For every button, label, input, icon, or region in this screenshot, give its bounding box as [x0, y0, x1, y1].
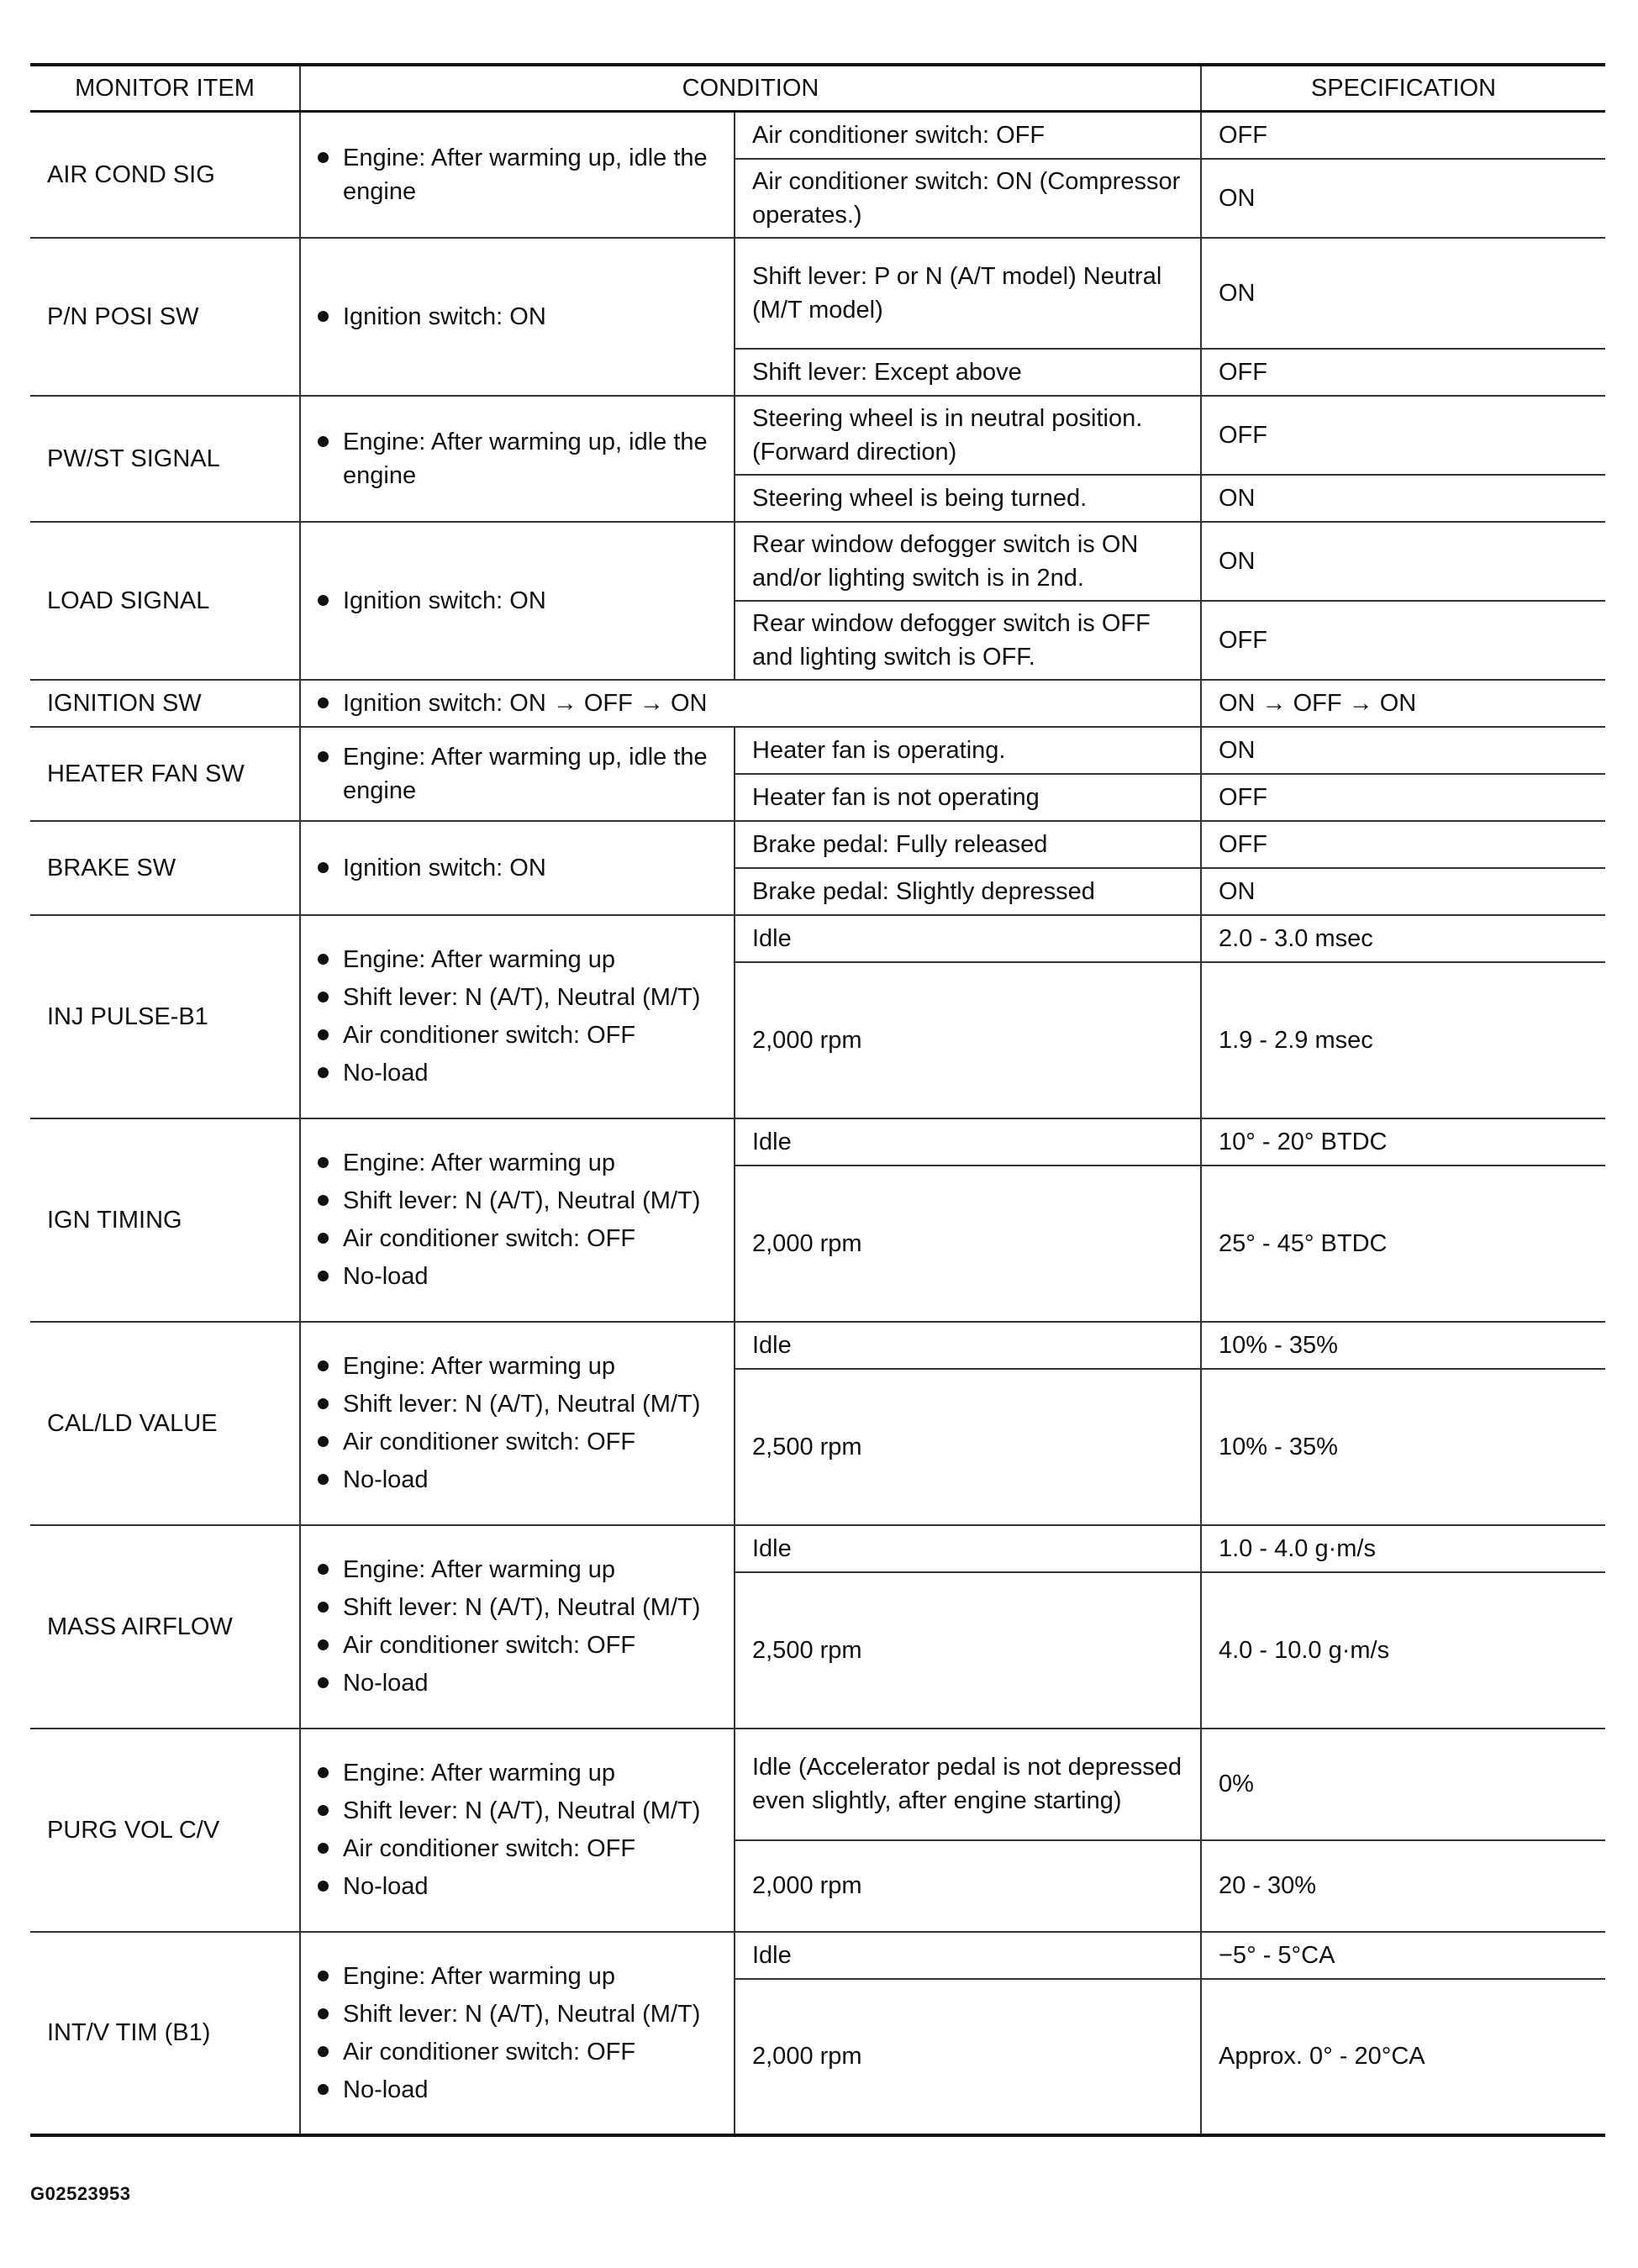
monitor-item: PURG VOL C/V: [30, 1729, 300, 1932]
specification-value: 2.0 - 3.0 msec: [1201, 915, 1605, 962]
condition-list: [318, 1350, 717, 1497]
sub-condition: Idle: [735, 1932, 1201, 1979]
condition-cell: [300, 680, 1201, 727]
table-row: [30, 1729, 1605, 1840]
condition-list: [318, 687, 1183, 720]
monitor-item: MASS AIRFLOW: [30, 1525, 300, 1729]
figure-id: G02523953: [30, 2183, 131, 2204]
monitor-item: HEATER FAN SW: [30, 727, 300, 821]
monitor-item: INT/V TIM (B1): [30, 1932, 300, 2135]
monitor-item: LOAD SIGNAL: [30, 522, 300, 680]
monitor-item: BRAKE SW: [30, 821, 300, 915]
sub-condition: 2,000 rpm: [735, 1840, 1201, 1932]
condition-bullet: Air conditioner switch: OFF: [318, 1425, 717, 1459]
condition-list: [318, 1146, 717, 1293]
condition-bullet: Shift lever: N (A/T), Neutral (M/T): [318, 1591, 717, 1624]
condition-list: [318, 425, 717, 492]
condition-list: [318, 141, 717, 208]
condition-bullet: Engine: After warming up, idle the engine: [318, 740, 717, 808]
table-row: [30, 112, 1605, 159]
condition-bullet: Ignition switch: ON: [318, 584, 717, 618]
table-row: [30, 238, 1605, 349]
table-row: [30, 1932, 1605, 1979]
specification-value: ON: [1201, 475, 1605, 522]
sub-condition: Idle: [735, 1322, 1201, 1369]
sub-condition: Idle: [735, 915, 1201, 962]
sub-condition: Rear window defogger switch is OFF and lighting switch is OFF.: [735, 601, 1201, 680]
table-row: [30, 1525, 1605, 1572]
condition-bullet: Ignition switch: ON: [318, 300, 717, 334]
table-row: [30, 680, 1605, 727]
monitor-item: INJ PULSE-B1: [30, 915, 300, 1118]
sub-condition: Air conditioner switch: OFF: [735, 112, 1201, 159]
condition-cell: [300, 238, 735, 396]
condition-bullet: Air conditioner switch: OFF: [318, 1629, 717, 1662]
sub-condition: Heater fan is operating.: [735, 727, 1201, 774]
specification-value: ON: [1201, 159, 1605, 238]
sub-condition: Rear window defogger switch is ON and/or lighting switch is in 2nd.: [735, 522, 1201, 601]
condition-list: [318, 1756, 717, 1903]
condition-bullet: Air conditioner switch: OFF: [318, 1832, 717, 1865]
condition-cell: [300, 1322, 735, 1525]
condition-bullet: No-load: [318, 1870, 717, 1903]
condition-bullet: Engine: After warming up: [318, 1553, 717, 1587]
monitor-spec-table: [30, 63, 1605, 2137]
header-condition: CONDITION: [300, 65, 1201, 112]
specification-value: 0%: [1201, 1729, 1605, 1840]
specification-value: 4.0 - 10.0 g·m/s: [1201, 1572, 1605, 1729]
sub-condition: Steering wheel is in neutral position. (Forward direction): [735, 396, 1201, 475]
sub-condition: Brake pedal: Fully released: [735, 821, 1201, 868]
condition-bullet: Engine: After warming up: [318, 1960, 717, 1993]
condition-bullet: No-load: [318, 1463, 717, 1497]
specification-value: Approx. 0° - 20°CA: [1201, 1979, 1605, 2135]
sub-condition: Idle: [735, 1118, 1201, 1166]
specification-value: 10° - 20° BTDC: [1201, 1118, 1605, 1166]
condition-bullet: No-load: [318, 1056, 717, 1090]
table-row: [30, 1322, 1605, 1369]
condition-cell: [300, 821, 735, 915]
sub-condition: Brake pedal: Slightly depressed: [735, 868, 1201, 915]
condition-bullet: Engine: After warming up: [318, 1146, 717, 1180]
sub-condition: 2,500 rpm: [735, 1572, 1201, 1729]
sub-condition: 2,000 rpm: [735, 1979, 1201, 2135]
condition-list: [318, 584, 717, 618]
condition-cell: [300, 915, 735, 1118]
specification-value: OFF: [1201, 112, 1605, 159]
sub-condition: Heater fan is not operating: [735, 774, 1201, 821]
specification-value: ON: [1201, 522, 1605, 601]
sub-condition: Idle (Accelerator pedal is not depressed even slightly, after engine starting): [735, 1729, 1201, 1840]
condition-cell: [300, 396, 735, 522]
header-monitor-item: MONITOR ITEM: [30, 65, 300, 112]
specification-value: OFF: [1201, 396, 1605, 475]
condition-list: [318, 851, 717, 885]
condition-bullet: Air conditioner switch: OFF: [318, 1222, 717, 1255]
table-body: [30, 112, 1605, 2135]
condition-cell: [300, 1118, 735, 1322]
condition-bullet: No-load: [318, 2073, 717, 2107]
specification-value: −5° - 5°CA: [1201, 1932, 1605, 1979]
specification-value: OFF: [1201, 821, 1605, 868]
table-row: [30, 915, 1605, 962]
condition-cell: [300, 1932, 735, 2135]
monitor-item: IGN TIMING: [30, 1118, 300, 1322]
condition-bullet: Engine: After warming up: [318, 943, 717, 976]
condition-cell: [300, 522, 735, 680]
table-row: [30, 396, 1605, 475]
specification-value: 20 - 30%: [1201, 1840, 1605, 1932]
specification-value: 10% - 35%: [1201, 1369, 1605, 1525]
condition-bullet: Engine: After warming up, idle the engine: [318, 141, 717, 208]
sub-condition: Shift lever: Except above: [735, 349, 1201, 396]
monitor-item: IGNITION SW: [30, 680, 300, 727]
condition-bullet: No-load: [318, 1260, 717, 1293]
condition-bullet: Engine: After warming up: [318, 1756, 717, 1790]
condition-bullet: Ignition switch: ON: [318, 851, 717, 885]
sub-condition: Shift lever: P or N (A/T model) Neutral (M/T model): [735, 238, 1201, 349]
condition-bullet: Shift lever: N (A/T), Neutral (M/T): [318, 1794, 717, 1828]
table-row: [30, 821, 1605, 868]
monitor-item: P/N POSI SW: [30, 238, 300, 396]
specification-value: ON: [1201, 868, 1605, 915]
table-row: [30, 727, 1605, 774]
specification-value: ON: [1201, 727, 1605, 774]
condition-bullet: Engine: After warming up, idle the engine: [318, 425, 717, 492]
sub-condition: 2,000 rpm: [735, 962, 1201, 1118]
specification-value: OFF: [1201, 349, 1605, 396]
condition-bullet: Shift lever: N (A/T), Neutral (M/T): [318, 1997, 717, 2031]
specification-value: ON → OFF → ON: [1201, 680, 1605, 727]
sub-condition: Air conditioner switch: ON (Compressor operates.): [735, 159, 1201, 238]
specification-value: 10% - 35%: [1201, 1322, 1605, 1369]
condition-bullet: Shift lever: N (A/T), Neutral (M/T): [318, 1184, 717, 1218]
condition-cell: [300, 1729, 735, 1932]
table-row: [30, 522, 1605, 601]
specification-value: ON: [1201, 238, 1605, 349]
condition-bullet: No-load: [318, 1666, 717, 1700]
condition-list: [318, 943, 717, 1090]
specification-value: OFF: [1201, 601, 1605, 680]
condition-bullet: Shift lever: N (A/T), Neutral (M/T): [318, 981, 717, 1014]
specification-value: 1.0 - 4.0 g·m/s: [1201, 1525, 1605, 1572]
condition-cell: [300, 112, 735, 238]
condition-list: [318, 740, 717, 808]
monitor-item: AIR COND SIG: [30, 112, 300, 238]
header-specification: SPECIFICATION: [1201, 65, 1605, 112]
condition-list: [318, 300, 717, 334]
condition-bullet: Shift lever: N (A/T), Neutral (M/T): [318, 1387, 717, 1421]
table-row: [30, 1118, 1605, 1166]
condition-list: [318, 1960, 717, 2107]
sub-condition: Steering wheel is being turned.: [735, 475, 1201, 522]
condition-bullet: Air conditioner switch: OFF: [318, 2035, 717, 2069]
specification-value: 1.9 - 2.9 msec: [1201, 962, 1605, 1118]
condition-bullet: Engine: After warming up: [318, 1350, 717, 1383]
condition-bullet: Air conditioner switch: OFF: [318, 1018, 717, 1052]
specification-value: 25° - 45° BTDC: [1201, 1166, 1605, 1322]
monitor-item: CAL/LD VALUE: [30, 1322, 300, 1525]
monitor-item: PW/ST SIGNAL: [30, 396, 300, 522]
condition-cell: [300, 1525, 735, 1729]
condition-cell: [300, 727, 735, 821]
sub-condition: Idle: [735, 1525, 1201, 1572]
sub-condition: 2,000 rpm: [735, 1166, 1201, 1322]
sub-condition: 2,500 rpm: [735, 1369, 1201, 1525]
table-header-row: [30, 65, 1605, 112]
condition-list: [318, 1553, 717, 1700]
specification-value: OFF: [1201, 774, 1605, 821]
condition-bullet: Ignition switch: ON → OFF → ON: [318, 687, 1183, 720]
